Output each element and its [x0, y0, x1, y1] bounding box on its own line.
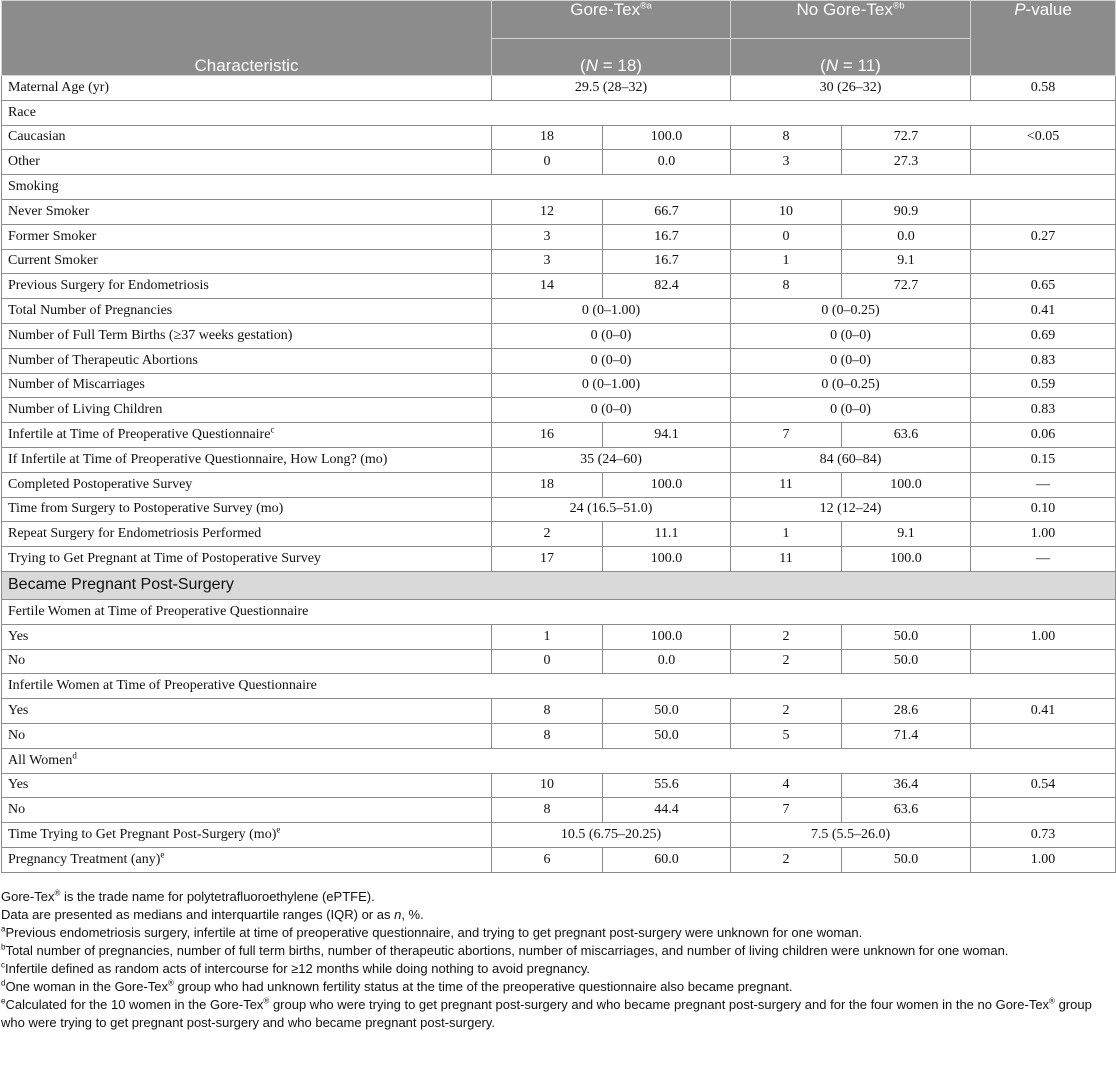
footnote-b: $^b$Total number of pregnancies, number of full term births, number of therapeutic abortions, number of miscarriages, and number of living children were unknown for one woman. — [1, 942, 1009, 958]
table-row: Never Smoker 12 66.7 10 90.9 — [2, 199, 1116, 224]
footnote-trade-name: Gore-Tex® is the trade name for polytetrafluoroethylene (ePTFE). — [1, 888, 375, 904]
table-row: Smoking — [2, 175, 1116, 200]
gore-tex-header: Gore-Tex$^{®a}$ — [492, 1, 731, 39]
table-row: Current Smoker 3 16.7 1 9.1 — [2, 249, 1116, 274]
footnote-d: $^d$One woman in the Gore-Tex® group who had unknown fertility status at the time of the preoperative questionnaire also became pregnant. — [1, 978, 793, 994]
table-row: Trying to Get Pregnant at Time of Postoperative Survey 17 100.0 11 100.0 — — [2, 547, 1116, 572]
table-row: Repeat Surgery for Endometriosis Performed 2 11.1 1 9.1 1.00 — [2, 522, 1116, 547]
table-footnotes — [1, 888, 1115, 1032]
characteristic-header: Characteristic — [2, 1, 492, 76]
table-row: Total Number of Pregnancies 0 (0–1.00) 0 (0–0.25) 0.41 — [2, 299, 1116, 324]
table-row: Number of Therapeutic Abortions 0 (0–0) 0 (0–0) 0.83 — [2, 348, 1116, 373]
table-row: No 8 50.0 5 71.4 — [2, 723, 1116, 748]
p-value-header: P-value — [971, 1, 1116, 76]
table-row: Maternal Age (yr) 29.5 (28–32) 30 (26–32) 0.58 — [2, 76, 1116, 101]
footnote-c: $^c$Infertile defined as random acts of intercourse for ≥12 months while doing nothing to avoid pregnancy. — [1, 960, 591, 976]
table-row: Infertile at Time of Preoperative Questionnaire$^c$ 16 94.1 7 63.6 0.06 — [2, 423, 1116, 448]
table-row: Yes 1 100.0 2 50.0 1.00 — [2, 624, 1116, 649]
table-row: Time Trying to Get Pregnant Post-Surgery (mo)$^e$ 10.5 (6.75–20.25) 7.5 (5.5–26.0) 0.73 — [2, 823, 1116, 848]
table-row: Other 0 0.0 3 27.3 — [2, 150, 1116, 175]
table-row: Time from Surgery to Postoperative Survey (mo) 24 (16.5–51.0) 12 (12–24) 0.10 — [2, 497, 1116, 522]
table-row: Yes 8 50.0 2 28.6 0.41 — [2, 699, 1116, 724]
table-row: Pregnancy Treatment (any)$^e$ 6 60.0 2 50.0 1.00 — [2, 847, 1116, 872]
table-row: Number of Full Term Births (≥37 weeks gestation) 0 (0–0) 0 (0–0) 0.69 — [2, 323, 1116, 348]
table-row: Number of Living Children 0 (0–0) 0 (0–0) 0.83 — [2, 398, 1116, 423]
section-header-became-pregnant: Became Pregnant Post-Surgery — [2, 571, 1116, 599]
footnote-e: $^e$Calculated for the 10 women in the Gore-Tex® group who were trying to get pregnant post-surgery and who became pregnant post-surgery and for the four women in the no Gore-Tex® group who were trying to get pregnant post-surgery and who became pregnant post-surgery. — [1, 996, 1092, 1030]
table-row: Infertile Women at Time of Preoperative Questionnaire — [2, 674, 1116, 699]
table-row: Race — [2, 100, 1116, 125]
table-row: Previous Surgery for Endometriosis 14 82.4 8 72.7 0.65 — [2, 274, 1116, 299]
no-gore-tex-n: (N = 11) — [731, 39, 971, 76]
table-row: Completed Postoperative Survey 18 100.0 11 100.0 — — [2, 472, 1116, 497]
table-row: Yes 10 55.6 4 36.4 0.54 — [2, 773, 1116, 798]
table-row: No 0 0.0 2 50.0 — [2, 649, 1116, 674]
footnote-a: $^a$Previous endometriosis surgery, infertile at time of preoperative questionnaire, and trying to get pregnant post-surgery were unknown for one woman. — [1, 924, 863, 940]
table-row: All Women$^d$ — [2, 748, 1116, 773]
table-row: Fertile Women at Time of Preoperative Questionnaire — [2, 599, 1116, 624]
table-row: If Infertile at Time of Preoperative Questionnaire, How Long? (mo) 35 (24–60) 84 (60–84) 0.15 — [2, 447, 1116, 472]
no-gore-tex-header: No Gore-Tex$^{®b}$ — [731, 1, 971, 39]
gore-tex-n: (N = 18) — [492, 39, 731, 76]
table-row: Former Smoker 3 16.7 0 0.0 0.27 — [2, 224, 1116, 249]
table-row: Number of Miscarriages 0 (0–1.00) 0 (0–0.25) 0.59 — [2, 373, 1116, 398]
table-row: Caucasian 18 100.0 8 72.7 <0.05 — [2, 125, 1116, 150]
footnote-data-presentation: Data are presented as medians and interquartile ranges (IQR) or as n, %. — [1, 907, 424, 922]
characteristics-table — [1, 0, 1116, 873]
table-row: No 8 44.4 7 63.6 — [2, 798, 1116, 823]
